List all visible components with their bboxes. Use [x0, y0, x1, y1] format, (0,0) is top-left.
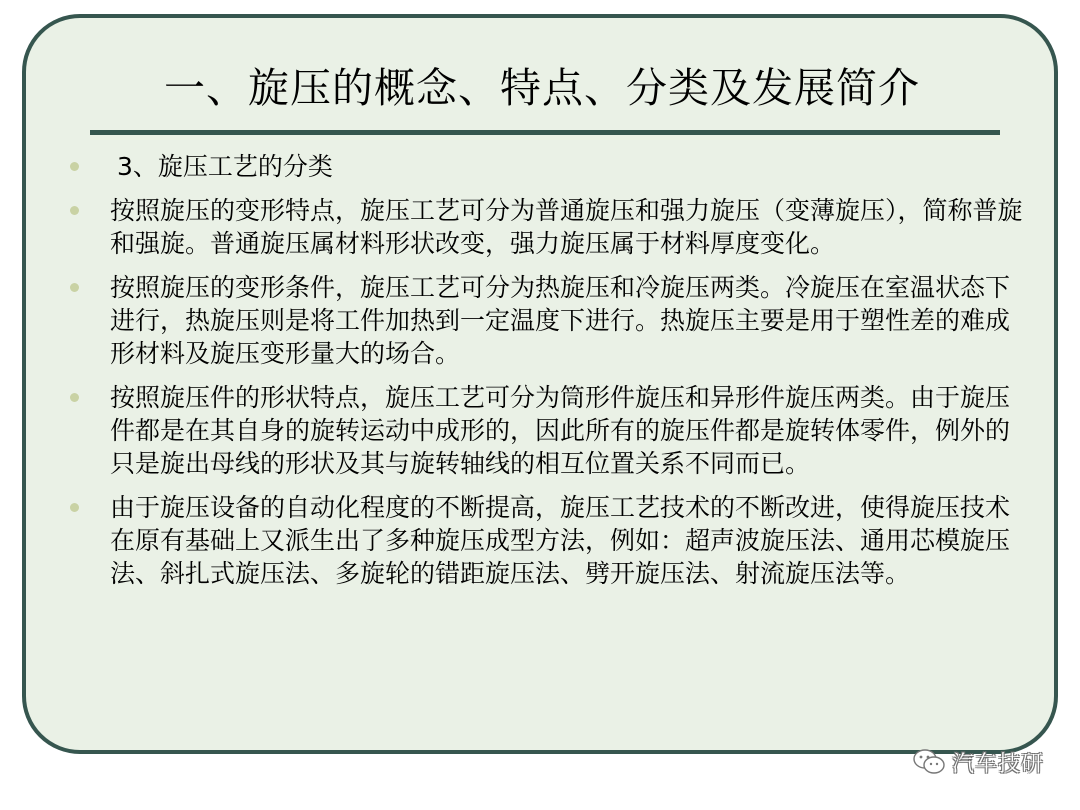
bullet-text: 按照旋压的变形条件，旋压工艺可分为热旋压和冷旋压两类。冷旋压在室温状态下进行，热旋压则是将工件加热到一定温度下进行。热旋压主要是用于塑性差的难成形材料及旋压变形量大的场合。 [110, 273, 1011, 368]
bullet-dot [70, 162, 79, 171]
slide-title: 一、旋压的概念、特点、分类及发展简介 [164, 64, 920, 112]
bullet-list [70, 150, 1030, 601]
bullet-dot [70, 206, 79, 215]
bullet-text: 按照旋压的变形特点，旋压工艺可分为普通旋压和强力旋压（变薄旋压），简称普旋和强旋。普通旋压属材料形状改变，强力旋压属于材料厚度变化。 [110, 196, 1023, 258]
bullet-text: 由于旋压设备的自动化程度的不断提高，旋压工艺技术的不断改进，使得旋压技术在原有基础上又派生出了多种旋压成型方法，例如：超声波旋压法、通用芯模旋压法、斜扎式旋压法、多旋轮的错距旋压法、劈开旋压法、射流旋压法等。 [110, 493, 1011, 588]
bullet-text: 按照旋压件的形状特点，旋压工艺可分为筒形件旋压和异形件旋压两类。由于旋压件都是在其自身的旋转运动中成形的，因此所有的旋压件都是旋转体零件，例外的只是旋出母线的形状及其与旋转轴线的相互位置关系不同而已。 [110, 383, 1011, 478]
bullet-item [70, 491, 1030, 590]
bullet-dot [70, 283, 79, 292]
bullet-dot [70, 393, 79, 402]
title-underline [90, 130, 1000, 135]
bullet-text: 3、旋压工艺的分类 [117, 152, 333, 181]
bullet-item [70, 150, 1030, 183]
bullet-dot [70, 503, 79, 512]
bullet-item [70, 194, 1030, 260]
bullet-item [70, 381, 1030, 480]
bullet-item [70, 271, 1030, 370]
watermark [912, 746, 1044, 778]
watermark-text: 汽车技研 [951, 751, 1044, 777]
wechat-icon [912, 747, 946, 777]
